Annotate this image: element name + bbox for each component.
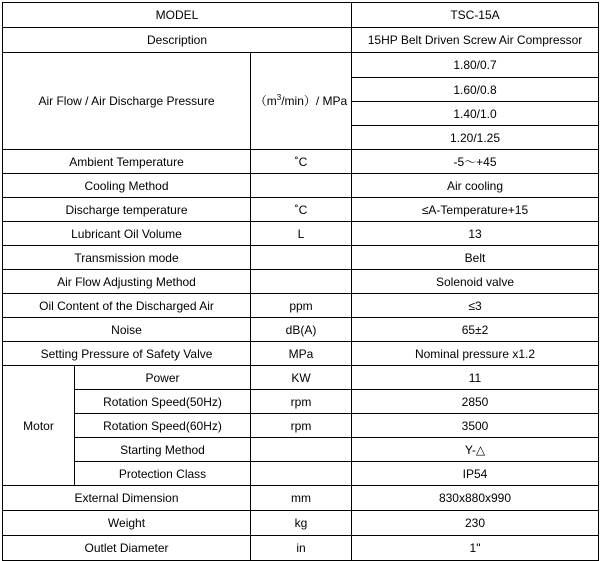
spec-unit: in [251, 536, 352, 561]
spec-label: Oil Content of the Discharged Air [3, 294, 251, 318]
motor-spec-unit: rpm [251, 414, 352, 438]
spec-label: Outlet Diameter [3, 536, 251, 561]
table-row [3, 438, 599, 462]
motor-spec-value: IP54 [352, 462, 599, 486]
table-row [3, 150, 599, 174]
air-flow-unit: $(m^3/\min)/$ MPa [251, 53, 352, 150]
spec-unit: ˚C [251, 198, 352, 222]
air-flow-value: 1.20/1.25 [352, 126, 599, 150]
spec-unit: MPa [251, 342, 352, 366]
table-row [3, 511, 599, 536]
motor-spec-unit [251, 438, 352, 462]
spec-unit [251, 246, 352, 270]
motor-spec-label: Protection Class [75, 462, 251, 486]
spec-label: Noise [3, 318, 251, 342]
table-row [3, 174, 599, 198]
table-row [3, 294, 599, 318]
spec-unit [251, 174, 352, 198]
motor-spec-value: Y-△ [352, 438, 599, 462]
spec-unit [251, 270, 352, 294]
table-row [3, 366, 599, 390]
motor-spec-label: Rotation Speed(60Hz) [75, 414, 251, 438]
table-row [3, 53, 599, 78]
spec-value: ≤A-Temperature+15 [352, 198, 599, 222]
spec-unit: ˚C [251, 150, 352, 174]
motor-spec-value: 3500 [352, 414, 599, 438]
table-row [3, 536, 599, 561]
spec-label: Air Flow Adjusting Method [3, 270, 251, 294]
motor-label: Motor [3, 366, 75, 486]
spec-label: Lubricant Oil Volume [3, 222, 251, 246]
spec-value: 65±2 [352, 318, 599, 342]
model-label: MODEL [3, 3, 352, 28]
motor-spec-unit: KW [251, 366, 352, 390]
motor-spec-unit: rpm [251, 390, 352, 414]
spec-unit: mm [251, 486, 352, 511]
spec-label: Transmission mode [3, 246, 251, 270]
table-row [3, 270, 599, 294]
spec-table [2, 2, 599, 561]
spec-unit: dB(A) [251, 318, 352, 342]
spec-value: Solenoid valve [352, 270, 599, 294]
table-row [3, 198, 599, 222]
spec-value: Belt [352, 246, 599, 270]
motor-spec-unit [251, 462, 352, 486]
motor-spec-label: Power [75, 366, 251, 390]
table-row [3, 414, 599, 438]
spec-value: Air cooling [352, 174, 599, 198]
table-row [3, 390, 599, 414]
spec-unit: L [251, 222, 352, 246]
spec-value: 830x880x990 [352, 486, 599, 511]
spec-label: External Dimension [3, 486, 251, 511]
table-row [3, 318, 599, 342]
spec-unit: kg [251, 511, 352, 536]
spec-unit: ppm [251, 294, 352, 318]
description-value: 15HP Belt Driven Screw Air Compressor [352, 28, 599, 53]
spec-value: 1" [352, 536, 599, 561]
table-row [3, 222, 599, 246]
table-row [3, 486, 599, 511]
motor-spec-label: Rotation Speed(50Hz) [75, 390, 251, 414]
spec-label: Weight [3, 511, 251, 536]
model-value: TSC-15A [352, 3, 599, 28]
spec-value: ≤3 [352, 294, 599, 318]
air-flow-value: 1.60/0.8 [352, 78, 599, 102]
table-row [3, 342, 599, 366]
spec-value: Nominal pressure x1.2 [352, 342, 599, 366]
description-label: Description [3, 28, 352, 53]
air-flow-label: Air Flow / Air Discharge Pressure [3, 53, 251, 150]
spec-value: 13 [352, 222, 599, 246]
spec-label: Ambient Temperature [3, 150, 251, 174]
spec-value: -5～+45 [352, 150, 599, 174]
table-row [3, 246, 599, 270]
motor-spec-value: 2850 [352, 390, 599, 414]
spec-label: Discharge temperature [3, 198, 251, 222]
spec-label: Setting Pressure of Safety Valve [3, 342, 251, 366]
table-row [3, 462, 599, 486]
air-flow-value: 1.40/1.0 [352, 102, 599, 126]
table-row [3, 3, 599, 28]
air-flow-value: 1.80/0.7 [352, 53, 599, 78]
motor-spec-label: Starting Method [75, 438, 251, 462]
spec-label: Cooling Method [3, 174, 251, 198]
motor-spec-value: 11 [352, 366, 599, 390]
table-row [3, 28, 599, 53]
spec-value: 230 [352, 511, 599, 536]
